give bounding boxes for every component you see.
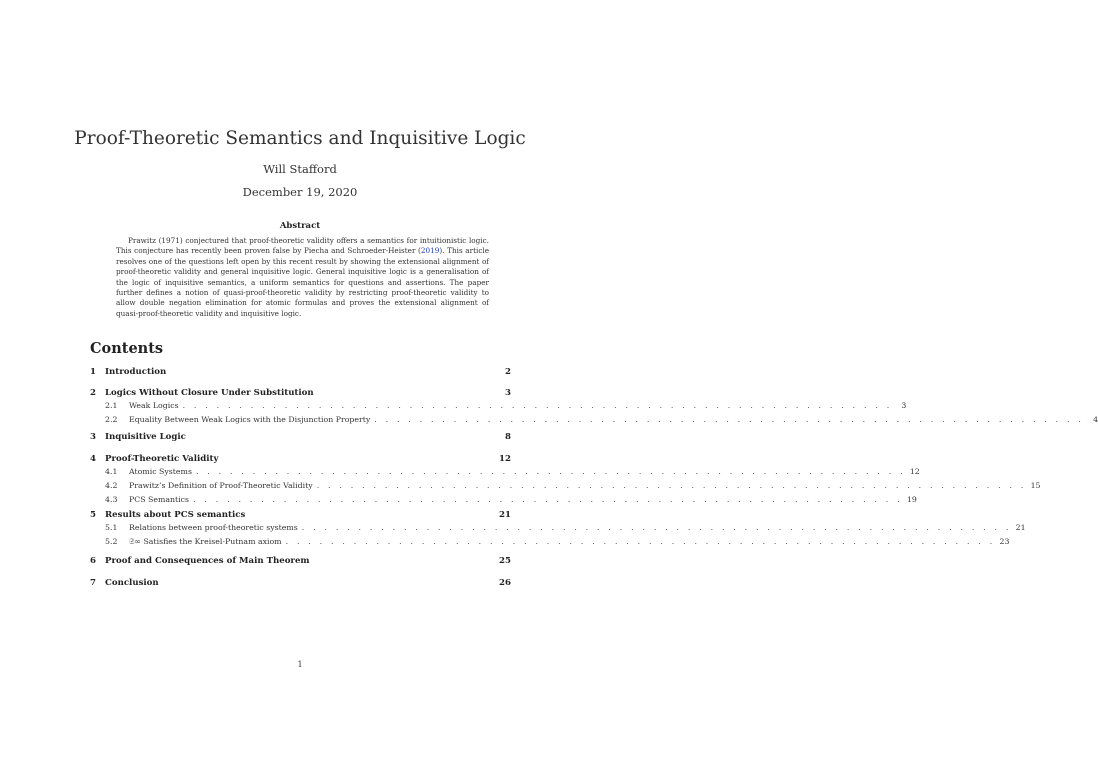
toc-section-page: 21 — [499, 510, 511, 520]
page-number: 1 — [297, 660, 303, 669]
toc-section-number: 3 — [90, 432, 96, 442]
toc-section-number: 4 — [90, 454, 96, 464]
toc-section-label: Introduction — [105, 367, 167, 377]
abstract-text-before-link: Prawitz (1971) conjectured that proof-theoretic validity offers a semantics for intuitionistic logic. This conjecture has recently been proven false by Piecha and Schroeder-Heister ( — [116, 236, 489, 256]
toc-section-number: 2 — [90, 388, 96, 398]
toc-subsection-label: Atomic Systems — [129, 467, 192, 476]
toc-subsection-5.1[interactable] — [105, 523, 1026, 535]
toc-subsection-page: 4 — [1093, 415, 1098, 424]
toc-section-label: Proof and Consequences of Main Theorem — [105, 556, 310, 566]
toc-section-7[interactable] — [90, 578, 511, 592]
paper-title: Proof-Theoretic Semantics and Inquisitive Logic — [74, 128, 526, 149]
toc-subsection-page: 12 — [909, 467, 920, 476]
toc-dot-leader: . . . . . . . . . . . . . . . . . . . . . . . . . . . . . . . . . . . . . . . . . . . . . . . . . . . . . . . . . . . . . . . — [374, 415, 1085, 424]
toc-subsection-2.1[interactable] — [105, 401, 907, 413]
toc-section-page: 25 — [499, 556, 511, 566]
toc-section-label: Inquisitive Logic — [105, 432, 186, 442]
citation-link[interactable]: 2019 — [420, 246, 440, 256]
toc-dot-leader: . . . . . . . . . . . . . . . . . . . . . . . . . . . . . . . . . . . . . . . . . . . . . . . . . . . . . . . . . . . . . . . — [193, 495, 903, 504]
toc-subsection-page: 21 — [1015, 523, 1026, 532]
toc-section-number: 1 — [90, 367, 96, 377]
toc-subsection-label: Prawitz’s Definition of Proof-Theoretic Validity — [129, 481, 313, 490]
toc-section-number: 7 — [90, 578, 96, 588]
toc-section-label: Conclusion — [105, 578, 159, 588]
toc-section-1[interactable] — [90, 367, 511, 381]
toc-section-6[interactable] — [90, 556, 511, 570]
toc-subsection-label: 𝔖∞ Satisfies the Kreisel-Putnam axiom — [129, 537, 282, 546]
toc-dot-leader: . . . . . . . . . . . . . . . . . . . . . . . . . . . . . . . . . . . . . . . . . . . . . . . . . . . . . . . . . . . . . . . — [316, 481, 1027, 490]
toc-subsection-4.2[interactable] — [105, 481, 1041, 493]
toc-dot-leader: . . . . . . . . . . . . . . . . . . . . . . . . . . . . . . . . . . . . . . . . . . . . . . . . . . . . . . . . . . . . . . . — [182, 401, 893, 410]
toc-subsection-number: 5.1 — [105, 523, 118, 532]
toc-subsection-page: 3 — [901, 401, 907, 410]
toc-section-page: 2 — [505, 367, 511, 377]
toc-subsection-4.3[interactable] — [105, 495, 917, 507]
toc-dot-leader: . . . . . . . . . . . . . . . . . . . . . . . . . . . . . . . . . . . . . . . . . . . . . . . . . . . . . . . . . . . . . . . — [301, 523, 1012, 532]
toc-subsection-4.1[interactable] — [105, 467, 920, 479]
toc-subsection-number: 4.2 — [105, 481, 118, 490]
toc-subsection-5.2[interactable] — [105, 537, 1010, 549]
toc-section-label: Logics Without Closure Under Substitution — [105, 388, 314, 398]
toc-section-5[interactable] — [90, 510, 511, 524]
abstract-body — [116, 236, 489, 319]
toc-section-page: 8 — [505, 432, 511, 442]
toc-section-page: 3 — [505, 388, 511, 398]
toc-subsection-number: 5.2 — [105, 537, 118, 546]
toc-subsection-page: 15 — [1030, 481, 1041, 490]
toc-section-label: Proof-Theoretic Validity — [105, 454, 219, 464]
contents-heading: Contents — [90, 340, 164, 357]
abstract-text-after-link: ). This article resolves one of the questions left open by this recent result by showing the extensional alignment of proof-theoretic validity and general inquisitive logic. General inquisitive logic is a generalisation of the logic of inquisitive semantics, a uniform semantics for questions and assertions. The paper further defines a notion of quasi-proof-theoretic validity by restricting proof-theoretic validity to allow double negation elimination for atomic formulas and proves the extensional alignment of quasi-proof-theoretic validity and inquisitive logic. — [116, 246, 489, 318]
toc-section-label: Results about PCS semantics — [105, 510, 246, 520]
toc-subsection-label: Equality Between Weak Logics with the Disjunction Property — [129, 415, 371, 424]
toc-section-number: 6 — [90, 556, 96, 566]
toc-subsection-page: 19 — [906, 495, 917, 504]
abstract-heading: Abstract — [279, 221, 321, 231]
toc-section-number: 5 — [90, 510, 96, 520]
paper-date: December 19, 2020 — [242, 185, 358, 199]
toc-dot-leader: . . . . . . . . . . . . . . . . . . . . . . . . . . . . . . . . . . . . . . . . . . . . . . . . . . . . . . . . . . . . . . . — [285, 537, 996, 546]
toc-section-page: 12 — [499, 454, 511, 464]
toc-subsection-label: Relations between proof-theoretic systems — [129, 523, 298, 532]
toc-subsection-2.2[interactable] — [105, 415, 1098, 427]
paper-author: Will Stafford — [263, 162, 337, 176]
toc-section-4[interactable] — [90, 454, 511, 468]
toc-subsection-page: 23 — [999, 537, 1010, 546]
toc-section-2[interactable] — [90, 388, 511, 402]
toc-subsection-number: 4.1 — [105, 467, 118, 476]
toc-section-page: 26 — [499, 578, 511, 588]
toc-subsection-number: 2.2 — [105, 415, 118, 424]
toc-subsection-label: Weak Logics — [129, 401, 179, 410]
toc-subsection-number: 4.3 — [105, 495, 118, 504]
toc-subsection-label: PCS Semantics — [129, 495, 190, 504]
toc-subsection-number: 2.1 — [105, 401, 118, 410]
toc-section-3[interactable] — [90, 432, 511, 446]
toc-dot-leader: . . . . . . . . . . . . . . . . . . . . . . . . . . . . . . . . . . . . . . . . . . . . . . . . . . . . . . . . . . . . . . . — [195, 467, 906, 476]
